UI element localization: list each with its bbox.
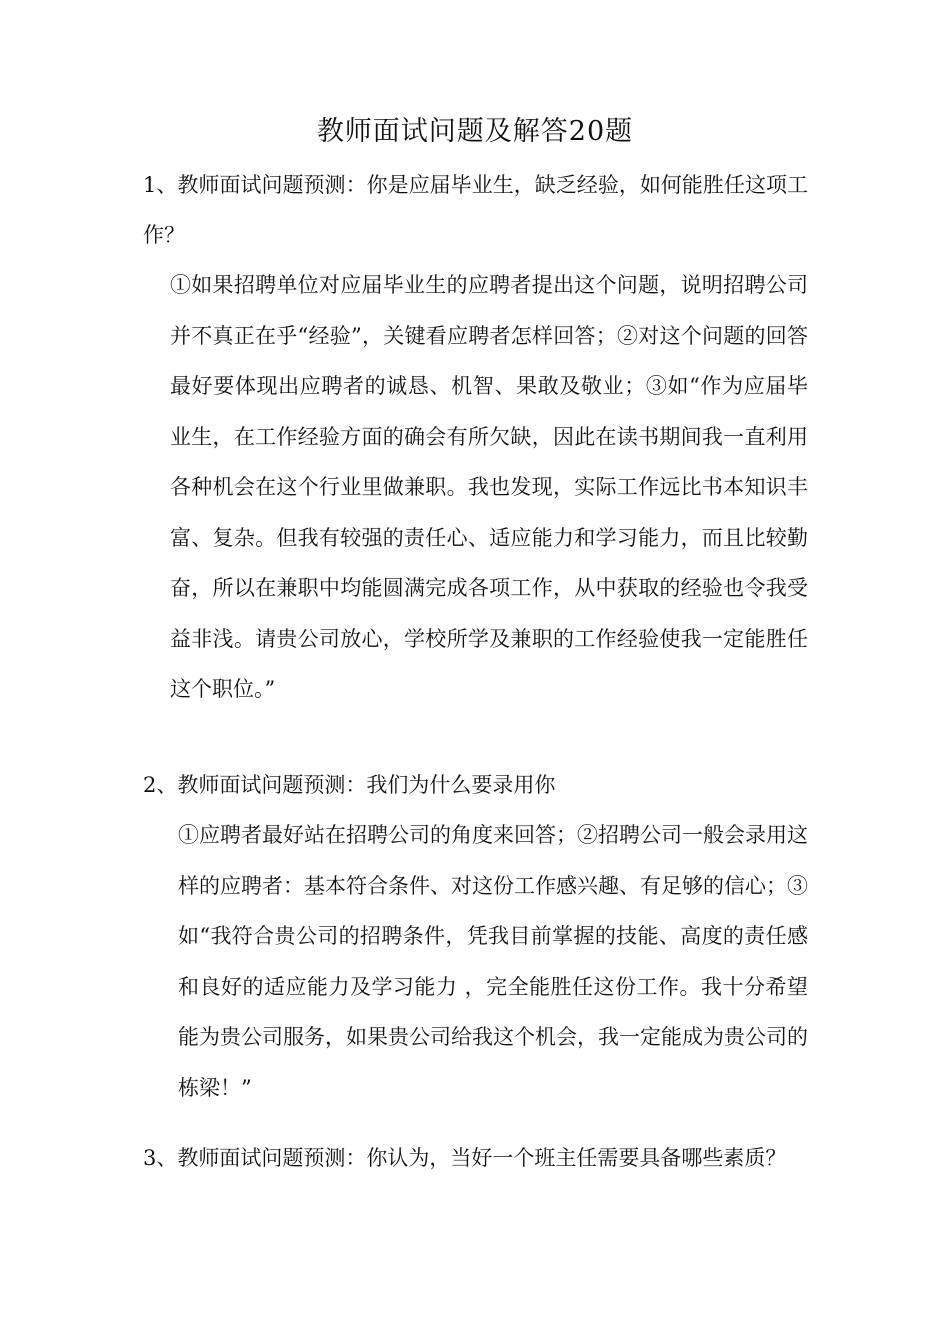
question-1: 1、教师面试问题预测：你是应届毕业生，缺乏经验，如何能胜任这项工作？ xyxy=(143,173,808,247)
document-title: 教师面试问题及解答20题 xyxy=(316,116,634,147)
question-3: 3、教师面试问题预测：你认为，当好一个班主任需要具备哪些素质？ xyxy=(143,1146,787,1170)
question-2: 2、教师面试问题预测：我们为什么要录用你 xyxy=(143,773,556,797)
answer-2: ①应聘者最好站在招聘公司的角度来回答；②招聘公司一般会录用这样的应聘者：基本符合条件、对这份工作感兴趣、有足够的信心；③如“我符合贵公司的招聘条件，凭我目前掌握的技能、高度的责任感和良好的适应能力及学习能力 ，完全能胜任这份工作。我十分希望能为贵公司服务，如果贵公司给我这个机会，我一定能成为贵公司的栋梁！” xyxy=(178,823,808,1100)
answer-1: ①如果招聘单位对应届毕业生的应聘者提出这个问题，说明招聘公司并不真正在乎“经验”，关键看应聘者怎样回答；②对这个问题的回答最好要体现出应聘者的诚恳、机智、果敢及敬业；③如“作为应届毕业生，在工作经验方面的确会有所欠缺，因此在读书期间我一直利用各种机会在这个行业里做兼职。我也发现，实际工作远比书本知识丰富、复杂。但我有较强的责任心、适应能力和学习能力，而且比较勤奋，所以在兼职中均能圆满完成各项工作，从中获取的经验也令我受益非浅。请贵公司放心，学校所学及兼职的工作经验使我一定能胜任这个职位。” xyxy=(170,273,808,701)
